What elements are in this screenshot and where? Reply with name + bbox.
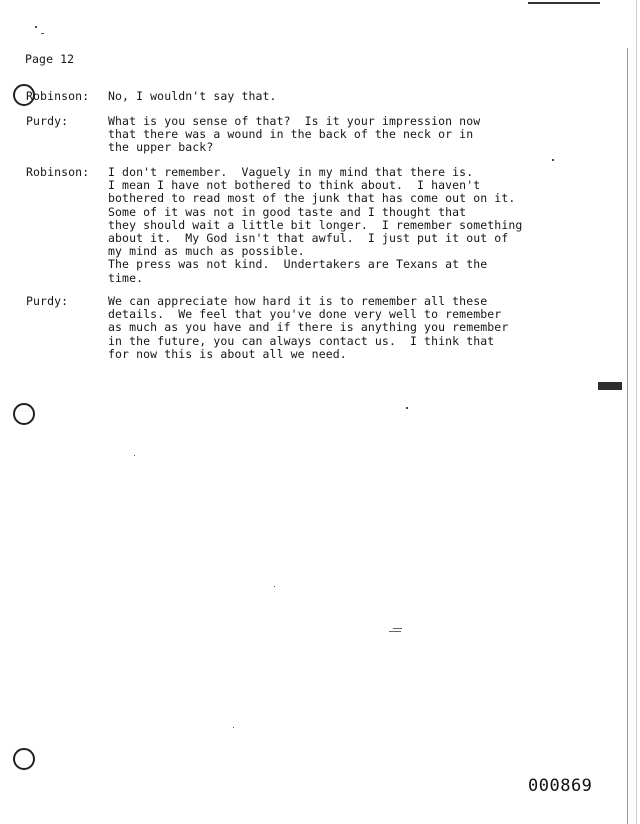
scan-speck xyxy=(552,159,554,161)
page-label: Page 12 xyxy=(25,52,75,66)
punch-hole-middle xyxy=(13,403,35,425)
scan-speck xyxy=(134,455,135,456)
right-edge-scan-line xyxy=(627,48,628,824)
scan-speck xyxy=(406,407,408,409)
scan-dash-mark xyxy=(393,628,402,629)
speaker-label: Robinson: xyxy=(26,89,90,103)
speaker-label: Robinson: xyxy=(26,165,90,179)
speaker-label: Purdy: xyxy=(26,294,69,308)
right-edge-scan-line-outer xyxy=(636,0,637,824)
scan-speck xyxy=(41,33,44,34)
scan-dash-mark xyxy=(389,631,401,632)
scan-speck xyxy=(35,26,37,28)
bates-number: 000869 xyxy=(528,776,593,796)
top-edge-scan-mark xyxy=(528,0,600,4)
scan-speck xyxy=(274,586,275,587)
scan-speck xyxy=(233,727,234,728)
speech-text: No, I wouldn't say that. xyxy=(108,89,277,103)
punch-hole-bottom xyxy=(13,748,35,770)
speech-text: We can appreciate how hard it is to remember all these details. We feel that you've done very well to remember as much as you have and if there is anything you remember in the future, you can always contact us. I think that for now this is about all we need. xyxy=(108,294,509,361)
speech-text: I don't remember. Vaguely in my mind that there is. I mean I have not bothered to think about. I haven't bothered to read most of the junk that has come out on it. Some of it was not in good taste and I thought that they should wait a little bit longer. I remember something about it. My God isn't that awful. I just put it out of my mind as much as possible. The press was not kind. Undertakers are Texans at the time. xyxy=(108,165,523,285)
scan-smudge-mark xyxy=(598,382,622,390)
speech-text: What is you sense of that? Is it your impression now that there was a wound in the back of the neck or in the upper back? xyxy=(108,114,481,155)
speaker-label: Purdy: xyxy=(26,114,69,128)
